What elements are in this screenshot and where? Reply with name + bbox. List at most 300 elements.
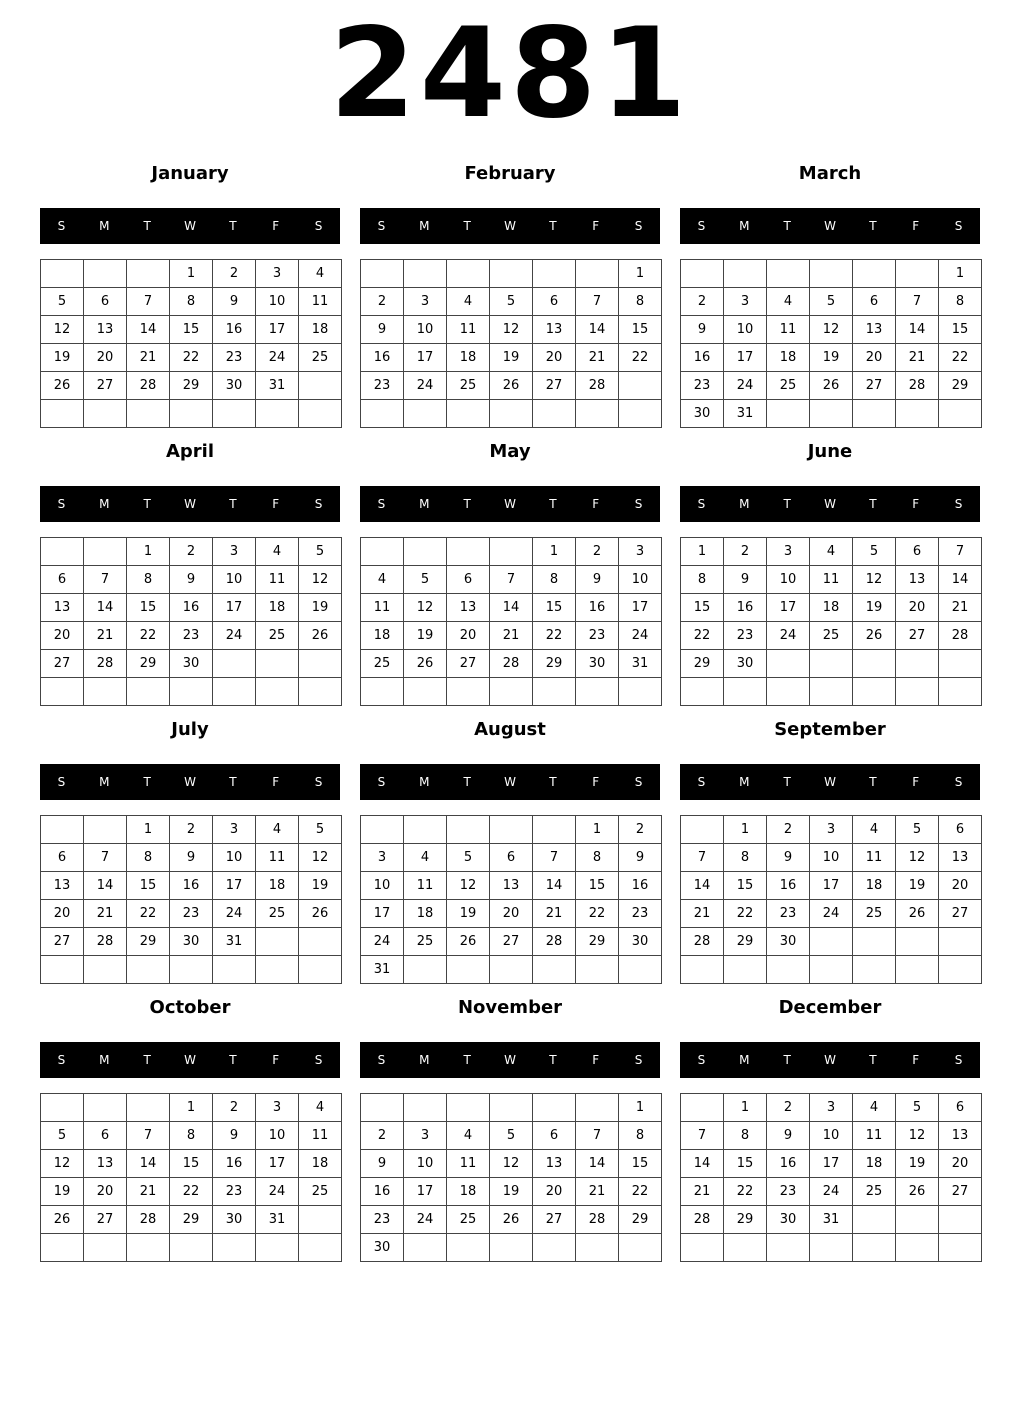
day-cell — [767, 678, 810, 706]
day-grid — [40, 815, 342, 984]
month-november — [360, 991, 660, 1261]
day-cell: 30 — [576, 650, 619, 678]
weekday-label: W — [504, 219, 516, 233]
day-cell — [41, 1234, 84, 1262]
day-cell — [127, 1094, 170, 1122]
day-cell: 6 — [939, 816, 982, 844]
day-cell: 12 — [490, 316, 533, 344]
day-cell: 25 — [256, 900, 299, 928]
weekday-header — [40, 1042, 340, 1078]
day-cell: 1 — [724, 1094, 767, 1122]
weekday-label: T — [229, 775, 237, 789]
day-cell — [681, 260, 724, 288]
day-cell: 6 — [896, 538, 939, 566]
day-cell — [256, 400, 299, 428]
day-cell — [447, 538, 490, 566]
day-cell — [213, 400, 256, 428]
week-row — [41, 1150, 342, 1178]
week-row — [41, 538, 342, 566]
day-cell: 29 — [127, 928, 170, 956]
weekday-label: S — [377, 1053, 386, 1067]
day-cell — [41, 400, 84, 428]
day-cell — [533, 260, 576, 288]
weekday-label: F — [272, 1053, 280, 1067]
day-cell: 25 — [853, 1178, 896, 1206]
day-cell: 8 — [127, 566, 170, 594]
weekday-label: W — [504, 497, 516, 511]
day-cell: 22 — [576, 900, 619, 928]
week-row — [41, 400, 342, 428]
day-cell — [533, 816, 576, 844]
day-cell: 8 — [619, 1122, 662, 1150]
day-cell: 11 — [256, 844, 299, 872]
day-cell: 26 — [299, 622, 342, 650]
day-cell: 27 — [939, 1178, 982, 1206]
weekday-header — [40, 208, 340, 244]
weekday-label: M — [419, 219, 430, 233]
weekday-label: T — [549, 1053, 557, 1067]
day-cell: 27 — [896, 622, 939, 650]
day-cell — [84, 538, 127, 566]
day-cell — [533, 678, 576, 706]
day-cell: 29 — [724, 1206, 767, 1234]
week-row — [41, 844, 342, 872]
day-cell: 9 — [724, 566, 767, 594]
day-cell: 1 — [619, 1094, 662, 1122]
day-cell: 17 — [724, 344, 767, 372]
day-cell: 7 — [490, 566, 533, 594]
day-cell: 12 — [404, 594, 447, 622]
week-row — [41, 316, 342, 344]
week-row — [681, 844, 982, 872]
day-cell — [619, 678, 662, 706]
day-cell: 19 — [447, 900, 490, 928]
day-cell — [939, 650, 982, 678]
week-row — [361, 372, 662, 400]
day-cell — [447, 260, 490, 288]
day-cell: 14 — [490, 594, 533, 622]
day-cell — [213, 650, 256, 678]
week-row — [681, 900, 982, 928]
day-cell: 29 — [127, 650, 170, 678]
day-cell — [404, 538, 447, 566]
day-cell: 14 — [533, 872, 576, 900]
month-name: February — [464, 163, 556, 184]
week-row — [361, 1234, 662, 1262]
day-cell: 10 — [404, 1150, 447, 1178]
day-cell: 12 — [447, 872, 490, 900]
day-cell — [810, 400, 853, 428]
week-row — [361, 650, 662, 678]
day-cell: 10 — [361, 872, 404, 900]
day-cell: 7 — [127, 1122, 170, 1150]
month-june — [680, 435, 980, 705]
day-cell: 15 — [170, 316, 213, 344]
month-may — [360, 435, 660, 705]
day-cell — [490, 260, 533, 288]
day-cell: 5 — [447, 844, 490, 872]
day-cell — [681, 1234, 724, 1262]
day-cell: 4 — [361, 566, 404, 594]
weekday-label: T — [143, 219, 151, 233]
day-cell — [404, 1234, 447, 1262]
day-cell — [619, 956, 662, 984]
day-cell: 3 — [404, 1122, 447, 1150]
weekday-label: T — [783, 775, 791, 789]
day-grid — [360, 815, 662, 984]
month-october — [40, 991, 340, 1261]
day-cell — [447, 956, 490, 984]
weekday-header — [360, 1042, 660, 1078]
day-cell — [84, 260, 127, 288]
day-cell — [84, 1094, 127, 1122]
day-cell: 5 — [810, 288, 853, 316]
weekday-header — [360, 764, 660, 800]
day-cell — [724, 260, 767, 288]
day-cell: 23 — [361, 1206, 404, 1234]
day-cell — [939, 1206, 982, 1234]
day-cell: 10 — [256, 1122, 299, 1150]
day-cell: 1 — [681, 538, 724, 566]
day-cell: 16 — [681, 344, 724, 372]
day-cell: 31 — [213, 928, 256, 956]
weekday-label: W — [504, 775, 516, 789]
day-cell: 15 — [724, 872, 767, 900]
day-cell: 30 — [213, 1206, 256, 1234]
day-cell: 14 — [127, 1150, 170, 1178]
day-cell — [490, 1234, 533, 1262]
day-cell: 28 — [939, 622, 982, 650]
day-cell: 27 — [84, 372, 127, 400]
month-july — [40, 713, 340, 983]
day-cell: 27 — [41, 650, 84, 678]
weekday-label: M — [739, 219, 750, 233]
day-cell: 3 — [767, 538, 810, 566]
weekday-label: M — [419, 497, 430, 511]
day-cell: 10 — [213, 844, 256, 872]
month-january — [40, 157, 340, 427]
month-name: January — [151, 163, 229, 184]
day-cell: 26 — [299, 900, 342, 928]
day-cell: 29 — [724, 928, 767, 956]
weekday-header — [360, 486, 660, 522]
day-cell: 3 — [256, 260, 299, 288]
day-cell: 14 — [681, 1150, 724, 1178]
day-cell: 17 — [767, 594, 810, 622]
day-cell: 20 — [84, 344, 127, 372]
day-cell: 19 — [41, 1178, 84, 1206]
day-cell: 3 — [361, 844, 404, 872]
day-cell: 29 — [619, 1206, 662, 1234]
weekday-label: M — [99, 1053, 110, 1067]
day-cell: 5 — [404, 566, 447, 594]
day-cell: 20 — [939, 1150, 982, 1178]
weekday-label: T — [229, 497, 237, 511]
day-cell: 12 — [896, 844, 939, 872]
day-cell: 22 — [170, 1178, 213, 1206]
day-cell: 6 — [533, 1122, 576, 1150]
day-cell: 16 — [170, 872, 213, 900]
day-cell: 26 — [41, 1206, 84, 1234]
weekday-label: T — [143, 497, 151, 511]
day-cell — [896, 678, 939, 706]
day-cell — [533, 956, 576, 984]
day-cell: 15 — [619, 1150, 662, 1178]
day-cell: 19 — [404, 622, 447, 650]
day-cell: 17 — [213, 872, 256, 900]
day-cell — [896, 400, 939, 428]
weekday-label: S — [57, 775, 66, 789]
week-row — [681, 956, 982, 984]
weekday-label: S — [697, 1053, 706, 1067]
day-cell — [361, 1094, 404, 1122]
day-cell: 5 — [490, 1122, 533, 1150]
week-row — [361, 594, 662, 622]
day-cell: 22 — [619, 1178, 662, 1206]
week-row — [361, 622, 662, 650]
weekday-label: M — [99, 775, 110, 789]
weekday-label: F — [592, 775, 600, 789]
day-cell: 1 — [170, 1094, 213, 1122]
day-cell — [576, 678, 619, 706]
day-cell — [896, 260, 939, 288]
day-cell: 10 — [256, 288, 299, 316]
week-row — [681, 1178, 982, 1206]
weekday-label: M — [739, 1053, 750, 1067]
month-name: June — [807, 441, 853, 462]
day-cell — [853, 400, 896, 428]
day-cell: 7 — [84, 844, 127, 872]
day-cell: 26 — [490, 1206, 533, 1234]
day-cell: 10 — [810, 1122, 853, 1150]
day-cell — [767, 956, 810, 984]
day-cell: 27 — [939, 900, 982, 928]
day-cell: 6 — [41, 844, 84, 872]
day-cell: 14 — [127, 316, 170, 344]
day-cell: 28 — [896, 372, 939, 400]
weekday-label: S — [634, 497, 643, 511]
weekday-label: T — [783, 1053, 791, 1067]
day-cell — [939, 1234, 982, 1262]
day-cell: 22 — [127, 622, 170, 650]
day-cell: 2 — [619, 816, 662, 844]
day-cell: 15 — [576, 872, 619, 900]
day-cell — [767, 650, 810, 678]
day-cell: 10 — [619, 566, 662, 594]
week-row — [681, 400, 982, 428]
day-cell — [767, 260, 810, 288]
day-cell — [299, 956, 342, 984]
day-cell: 29 — [681, 650, 724, 678]
day-cell: 23 — [170, 622, 213, 650]
day-cell: 3 — [256, 1094, 299, 1122]
day-cell: 14 — [576, 316, 619, 344]
day-cell: 25 — [299, 1178, 342, 1206]
day-cell: 1 — [576, 816, 619, 844]
day-cell: 19 — [896, 872, 939, 900]
day-cell — [576, 956, 619, 984]
week-row — [41, 566, 342, 594]
day-cell: 11 — [447, 1150, 490, 1178]
day-cell: 18 — [299, 316, 342, 344]
day-cell: 5 — [299, 538, 342, 566]
day-cell: 13 — [84, 316, 127, 344]
day-cell: 2 — [213, 260, 256, 288]
day-cell: 18 — [447, 1178, 490, 1206]
day-cell: 24 — [361, 928, 404, 956]
day-cell: 24 — [724, 372, 767, 400]
day-cell: 26 — [896, 1178, 939, 1206]
day-cell: 24 — [619, 622, 662, 650]
day-cell: 2 — [681, 288, 724, 316]
day-cell: 23 — [767, 1178, 810, 1206]
day-cell: 1 — [939, 260, 982, 288]
weekday-label: F — [272, 775, 280, 789]
day-cell: 6 — [84, 1122, 127, 1150]
day-cell — [853, 1206, 896, 1234]
day-cell — [853, 260, 896, 288]
day-cell: 9 — [681, 316, 724, 344]
weekday-label: T — [869, 1053, 877, 1067]
day-cell — [84, 400, 127, 428]
day-cell: 24 — [810, 900, 853, 928]
day-cell — [447, 678, 490, 706]
day-cell — [84, 816, 127, 844]
day-cell: 17 — [404, 344, 447, 372]
day-cell: 13 — [853, 316, 896, 344]
weekday-label: S — [697, 497, 706, 511]
day-cell — [533, 400, 576, 428]
weekday-label: M — [739, 775, 750, 789]
day-cell: 2 — [576, 538, 619, 566]
day-cell: 19 — [853, 594, 896, 622]
week-row — [361, 872, 662, 900]
day-cell: 24 — [404, 1206, 447, 1234]
day-cell: 20 — [41, 900, 84, 928]
day-cell — [299, 372, 342, 400]
day-cell — [810, 650, 853, 678]
day-cell: 30 — [724, 650, 767, 678]
day-cell: 27 — [490, 928, 533, 956]
day-cell: 19 — [490, 344, 533, 372]
day-cell: 14 — [84, 594, 127, 622]
weekday-label: T — [229, 219, 237, 233]
day-cell — [576, 1234, 619, 1262]
day-cell: 14 — [939, 566, 982, 594]
weekday-label: T — [463, 219, 471, 233]
day-cell: 3 — [213, 816, 256, 844]
weekday-label: F — [912, 775, 920, 789]
day-cell: 5 — [896, 1094, 939, 1122]
day-cell — [404, 956, 447, 984]
weekday-label: T — [229, 1053, 237, 1067]
day-cell: 7 — [896, 288, 939, 316]
weekday-label: M — [99, 219, 110, 233]
month-name: March — [798, 163, 862, 184]
day-cell: 4 — [299, 260, 342, 288]
day-cell: 2 — [767, 1094, 810, 1122]
day-cell: 23 — [681, 372, 724, 400]
day-cell: 5 — [299, 816, 342, 844]
week-row — [681, 622, 982, 650]
weekday-label: S — [314, 1053, 323, 1067]
day-cell — [619, 400, 662, 428]
day-cell — [681, 956, 724, 984]
day-cell: 3 — [213, 538, 256, 566]
day-cell: 8 — [127, 844, 170, 872]
day-cell: 3 — [810, 1094, 853, 1122]
day-cell: 5 — [41, 1122, 84, 1150]
week-row — [41, 594, 342, 622]
week-row — [41, 816, 342, 844]
day-cell: 30 — [170, 928, 213, 956]
weekday-label: W — [184, 775, 196, 789]
weekday-label: F — [272, 497, 280, 511]
day-cell: 2 — [767, 816, 810, 844]
day-cell: 11 — [853, 1122, 896, 1150]
day-cell: 15 — [127, 872, 170, 900]
week-row — [41, 956, 342, 984]
day-cell — [490, 538, 533, 566]
day-cell: 28 — [490, 650, 533, 678]
day-cell: 6 — [41, 566, 84, 594]
week-row — [361, 344, 662, 372]
day-cell: 29 — [170, 1206, 213, 1234]
day-cell: 21 — [127, 1178, 170, 1206]
day-cell: 12 — [490, 1150, 533, 1178]
day-cell: 8 — [576, 844, 619, 872]
day-cell — [256, 678, 299, 706]
day-cell: 18 — [853, 872, 896, 900]
day-cell: 2 — [361, 288, 404, 316]
week-row — [681, 372, 982, 400]
month-december — [680, 991, 980, 1261]
day-cell: 10 — [213, 566, 256, 594]
week-row — [41, 1234, 342, 1262]
day-cell: 13 — [41, 872, 84, 900]
week-row — [361, 400, 662, 428]
day-grid — [40, 259, 342, 428]
day-cell: 21 — [84, 622, 127, 650]
day-cell: 10 — [404, 316, 447, 344]
day-cell: 6 — [447, 566, 490, 594]
weekday-label: S — [954, 775, 963, 789]
day-cell: 15 — [127, 594, 170, 622]
week-row — [681, 1234, 982, 1262]
day-cell: 9 — [213, 288, 256, 316]
day-cell: 21 — [127, 344, 170, 372]
day-cell: 20 — [896, 594, 939, 622]
weekday-label: T — [783, 497, 791, 511]
day-cell: 1 — [724, 816, 767, 844]
day-cell — [939, 956, 982, 984]
day-cell: 7 — [576, 288, 619, 316]
day-cell — [939, 928, 982, 956]
weekday-label: W — [184, 219, 196, 233]
day-cell: 2 — [170, 816, 213, 844]
day-cell — [896, 650, 939, 678]
week-row — [41, 1206, 342, 1234]
weekday-header — [680, 764, 980, 800]
day-cell: 19 — [41, 344, 84, 372]
week-row — [41, 1094, 342, 1122]
week-row — [681, 928, 982, 956]
day-grid — [360, 537, 662, 706]
day-cell: 28 — [681, 1206, 724, 1234]
day-cell: 17 — [213, 594, 256, 622]
day-cell — [127, 260, 170, 288]
day-cell: 30 — [361, 1234, 404, 1262]
